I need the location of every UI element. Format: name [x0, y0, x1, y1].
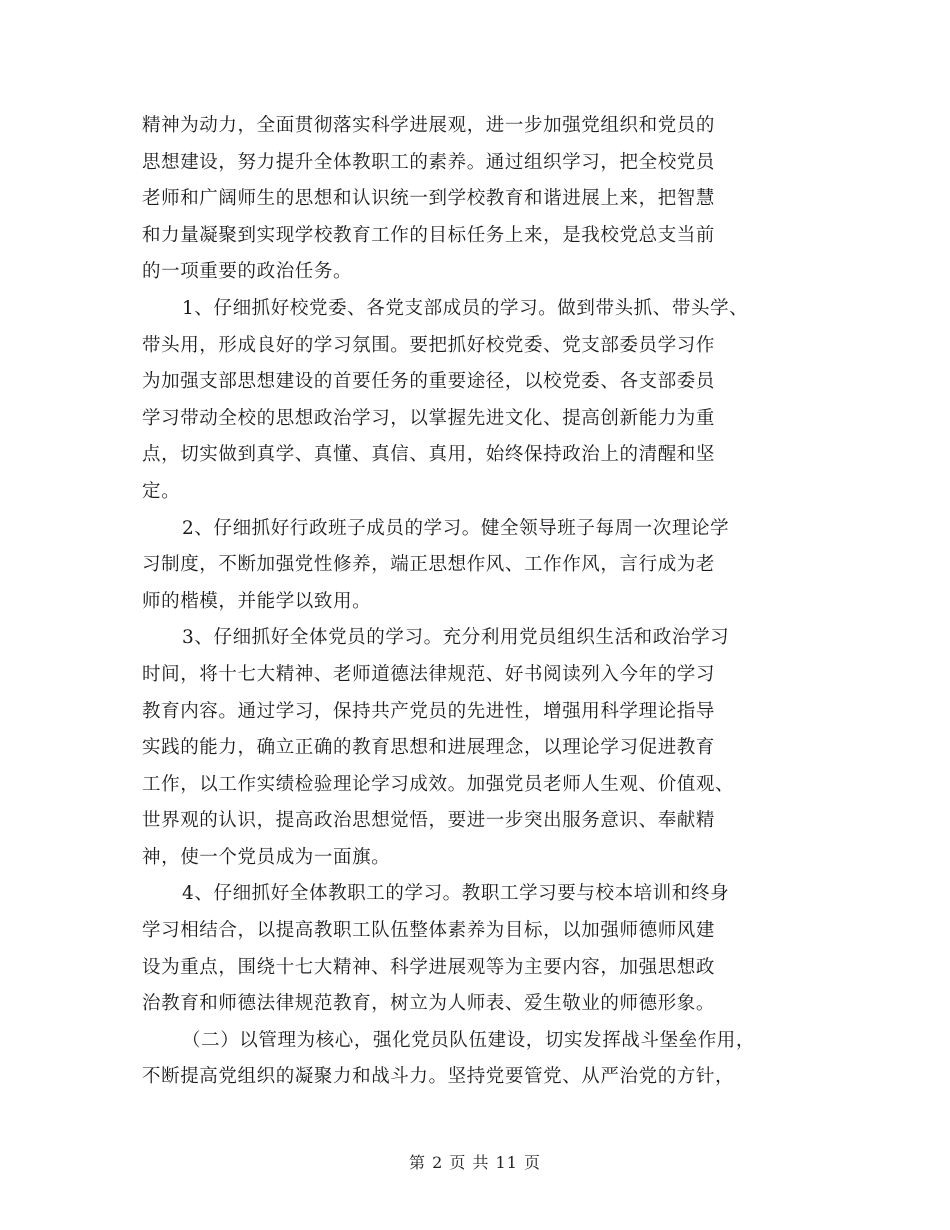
text-line: 教育内容。通过学习，保持共产党员的先进性，增强用科学理论指导 [142, 700, 716, 722]
text-line: 思想建设，努力提升全体教职工的素养。通过组织学习，把全校党员 [142, 151, 716, 173]
text-line: 4、仔细抓好全体教职工的学习。教职工学习要与校本培训和终身 [182, 883, 730, 905]
text-line: 2、仔细抓好行政班子成员的学习。健全领导班子每周一次理论学 [182, 517, 730, 539]
text-line: 定。 [142, 480, 181, 502]
text-line: 带头用，形成良好的学习氛围。要把抓好校党委、党支部委员学习作 [142, 334, 716, 356]
document-body [142, 108, 842, 1096]
page-footer: 第 2 页 共 11 页 [409, 1153, 541, 1172]
text-line: 世界观的认识，提高政治思想觉悟，要进一步突出服务意识、奉献精 [142, 810, 716, 832]
text-line: 为加强支部思想建设的首要任务的重要途径，以校党委、各支部委员 [142, 371, 716, 393]
text-line: （二）以管理为核心，强化党员队伍建设，切实发挥战斗堡垒作用， [182, 1029, 756, 1051]
text-line: 3、仔细抓好全体党员的学习。充分利用党员组织生活和政治学习 [182, 627, 730, 649]
text-line: 设为重点，围绕十七大精神、科学进展观等为主要内容，加强思想政 [142, 956, 716, 978]
text-line: 精神为动力，全面贯彻落实科学进展观，进一步加强党组织和党员的 [142, 115, 716, 136]
text-line: 的一项重要的政治任务。 [142, 261, 353, 283]
text-line: 学习相结合，以提高教职工队伍整体素养为目标，以加强师德师风建 [142, 920, 716, 942]
text-line: 时间，将十七大精神、老师道德法律规范、好书阅读列入今年的学习 [142, 663, 716, 685]
text-line: 老师和广阔师生的思想和认识统一到学校教育和谐进展上来，把智慧 [142, 188, 716, 210]
text-line: 治教育和师德法律规范教育，树立为人师表、爱生敬业的师德形象。 [142, 993, 716, 1015]
text-line: 神，使一个党员成为一面旗。 [142, 846, 391, 868]
text-line: 和力量凝聚到实现学校教育工作的目标任务上来，是我校党总支当前 [142, 224, 716, 246]
text-line: 学习带动全校的思想政治学习，以掌握先进文化、提高创新能力为重 [142, 407, 716, 429]
text-line: 实践的能力，确立正确的教育思想和进展理念，以理论学习促进教育 [142, 737, 716, 759]
text-line: 工作，以工作实绩检验理论学习成效。加强党员老师人生观、价值观、 [142, 773, 735, 795]
text-line: 不断提高党组织的凝聚力和战斗力。坚持党要管党、从严治党的方针， [142, 1066, 735, 1088]
text-line: 习制度，不断加强党性修养，端正思想作风、工作作风，言行成为老 [142, 554, 716, 576]
text-line: 1、仔细抓好校党委、各党支部成员的学习。做到带头抓、带头学、 [182, 297, 749, 319]
text-line: 师的楷模，并能学以致用。 [142, 590, 372, 612]
text-line: 点，切实做到真学、真懂、真信、真用，始终保持政治上的清醒和坚 [142, 444, 716, 466]
